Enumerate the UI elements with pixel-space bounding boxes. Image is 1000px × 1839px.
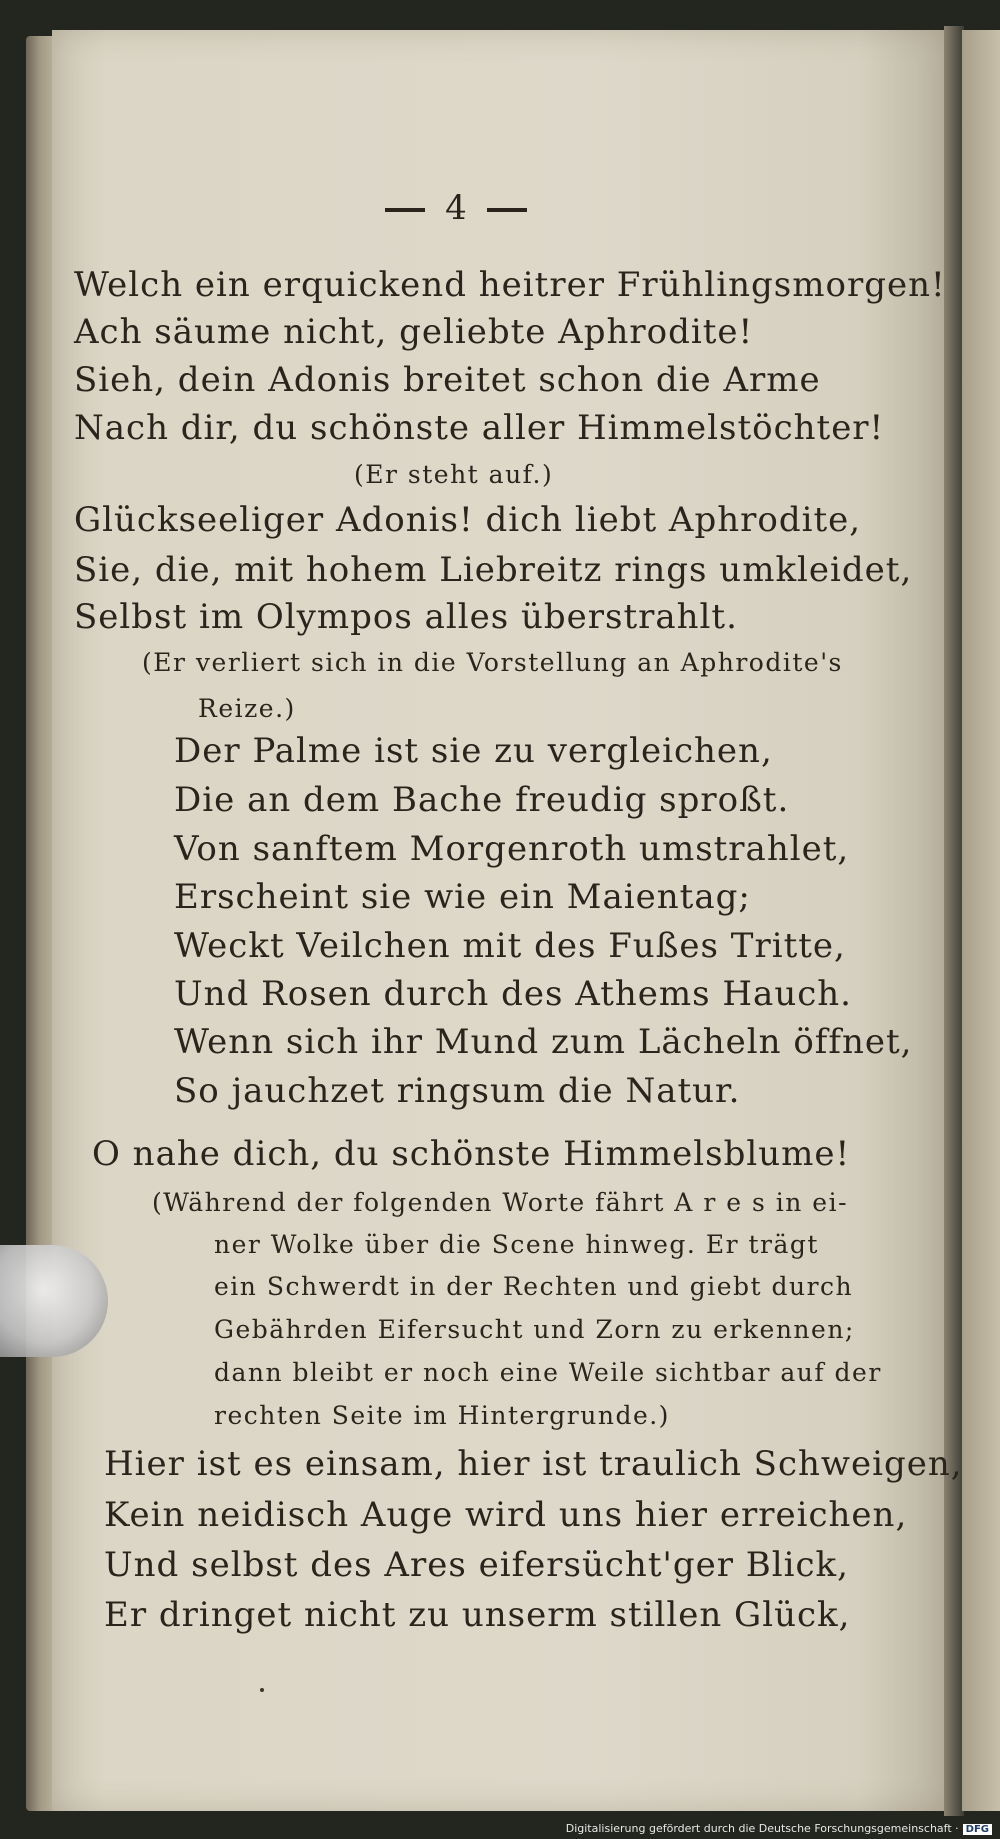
stage-direction: (Während der folgenden Worte fährt A r e s in ei- bbox=[152, 1188, 849, 1217]
stage-direction: Reize.) bbox=[198, 694, 296, 723]
text-line: Er dringet nicht zu unserm stillen Glück, bbox=[104, 1595, 851, 1635]
stage-direction: ner Wolke über die Scene hinweg. Er trägt bbox=[214, 1230, 819, 1259]
text-line: Die an dem Bache freudig sproßt. bbox=[174, 780, 790, 820]
text-line: Nach dir, du schönste aller Himmelstöchter! bbox=[74, 408, 885, 448]
dfg-logo: DFG bbox=[963, 1824, 992, 1835]
text-line: Ach säume nicht, geliebte Aphrodite! bbox=[74, 312, 754, 352]
digitization-footer bbox=[566, 1822, 992, 1835]
text-line: O nahe dich, du schönste Himmelsblume! bbox=[92, 1134, 851, 1174]
text-line: Selbst im Olympos alles überstrahlt. bbox=[74, 597, 738, 637]
stage-direction: (Er verliert sich in die Vorstellung an Aphrodite's bbox=[142, 648, 843, 677]
stage-direction: ein Schwerdt in der Rechten und giebt durch bbox=[214, 1272, 854, 1301]
text-line: Wenn sich ihr Mund zum Lächeln öffnet, bbox=[174, 1022, 913, 1062]
text-line: Sie, die, mit hohem Liebreitz rings umkleidet, bbox=[74, 550, 913, 590]
footer-text: Digitalisierung gefördert durch die Deutsche Forschungsgemeinschaft · bbox=[565, 1822, 959, 1835]
stage-direction: dann bleibt er noch eine Weile sichtbar auf der bbox=[214, 1358, 882, 1387]
text-line: Und Rosen durch des Athems Hauch. bbox=[174, 974, 852, 1014]
text-line: Der Palme ist sie zu vergleichen, bbox=[174, 731, 773, 771]
text-line: Glückseeliger Adonis! dich liebt Aphrodite, bbox=[74, 500, 862, 540]
stage-direction: Gebährden Eifersucht und Zorn zu erkennen; bbox=[214, 1315, 855, 1344]
stage-direction: rechten Seite im Hintergrunde.) bbox=[214, 1401, 670, 1430]
text-line: So jauchzet ringsum die Natur. bbox=[174, 1071, 741, 1111]
text-line: Kein neidisch Auge wird uns hier erreichen, bbox=[104, 1495, 908, 1535]
text-line: Sieh, dein Adonis breitet schon die Arme bbox=[74, 360, 821, 400]
page-clip bbox=[0, 1245, 108, 1357]
text-line: Welch ein erquickend heitrer Frühlingsmorgen! bbox=[74, 265, 946, 305]
text-line: Hier ist es einsam, hier ist traulich Schweigen, bbox=[104, 1444, 963, 1484]
page-number bbox=[356, 188, 556, 228]
page-number-value: 4 bbox=[445, 188, 467, 228]
text-line: Und selbst des Ares eifersücht'ger Blick, bbox=[104, 1545, 849, 1585]
text-line: Von sanftem Morgenroth umstrahlet, bbox=[174, 829, 850, 869]
stage-direction: (Er steht auf.) bbox=[354, 460, 554, 489]
ink-speck bbox=[260, 1688, 264, 1692]
text-line: Erscheint sie wie ein Maientag; bbox=[174, 877, 751, 917]
dash-right bbox=[487, 208, 527, 212]
text-line: Weckt Veilchen mit des Fußes Tritte, bbox=[174, 926, 846, 966]
dash-left bbox=[385, 208, 425, 212]
